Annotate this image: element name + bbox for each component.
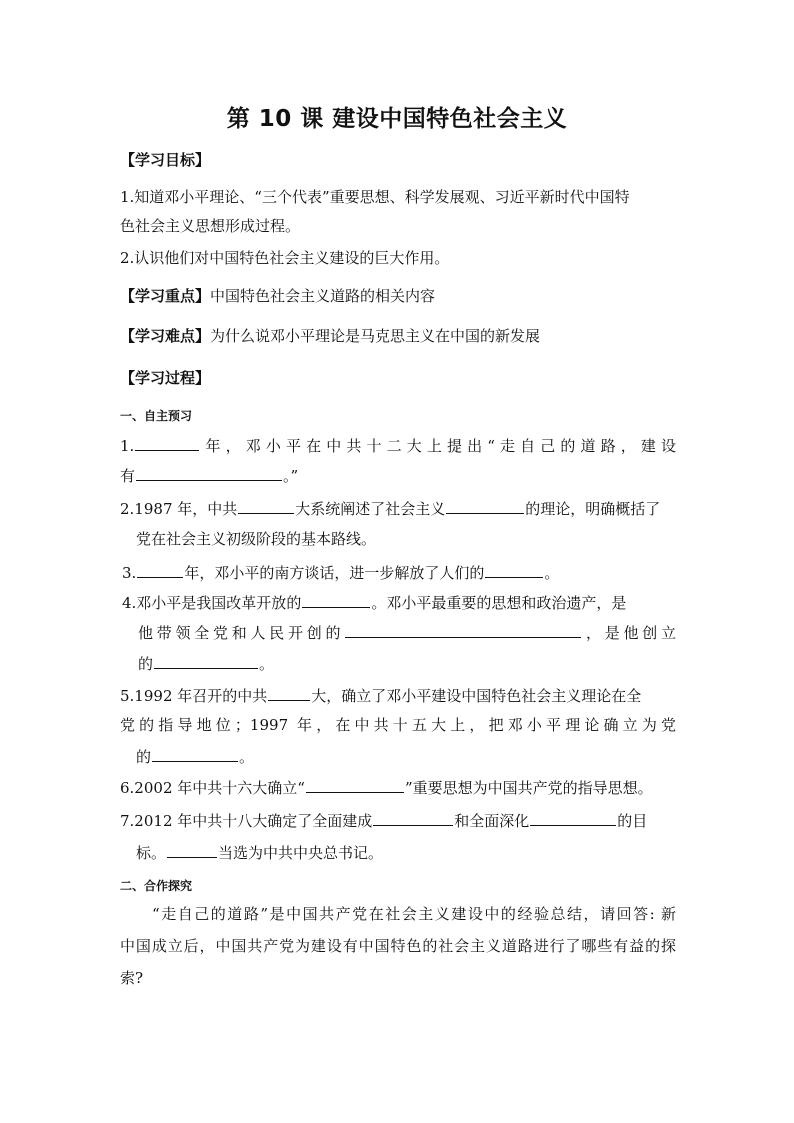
answer-blank[interactable] bbox=[152, 746, 238, 762]
inquiry-text-line-2: 中国成立后，中国共产党为建设有中国特色的社会主义道路进行了哪些有益的探 bbox=[120, 937, 676, 955]
answer-blank[interactable] bbox=[167, 842, 217, 858]
answer-blank[interactable] bbox=[446, 498, 524, 514]
answer-blank[interactable] bbox=[345, 622, 581, 638]
answer-blank[interactable] bbox=[373, 810, 453, 826]
key-point-text: 中国特色社会主义道路的相关内容 bbox=[210, 287, 436, 305]
question-5-line-2: 党的指导地位；1997 年，在中共十五大上，把邓小平理论确立为党 bbox=[120, 716, 676, 734]
question-1-line-1: 1. 年，邓小平在中共十二大上提出“走自己的道路，建设 bbox=[120, 437, 676, 455]
question-2-line-1: 2.1987 年，中共 大系统阐述了社会主义 的理论，明确概括了 bbox=[120, 500, 661, 518]
objective-1-line-1: 1.知道邓小平理论、“三个代表”重要思想、科学发展观、习近平新时代中国特 bbox=[120, 188, 630, 206]
question-7-line-2: 标。 当选为中共中央总书记。 bbox=[136, 844, 384, 862]
difficulty-text: 为什么说邓小平理论是马克思主义在中国的新发展 bbox=[210, 327, 541, 345]
inquiry-text-line-1: “走自己的道路”是中国共产党在社会主义建设中的经验总结，请回答: 新 bbox=[152, 905, 676, 923]
answer-blank[interactable] bbox=[136, 465, 282, 481]
answer-blank[interactable] bbox=[268, 685, 310, 701]
answer-blank[interactable] bbox=[485, 562, 543, 578]
question-7-line-1: 7.2012 年中共十八大确定了全面建成 和全面深化 的目 bbox=[120, 812, 648, 830]
question-4-line-3: 的 。 bbox=[138, 655, 275, 673]
question-4-line-1: 4.邓小平是我国改革开放的 。邓小平最重要的思想和政治遗产，是 bbox=[122, 594, 627, 612]
inquiry-text-line-3: 索? bbox=[120, 969, 144, 987]
answer-blank[interactable] bbox=[306, 777, 404, 793]
objective-2: 2.认识他们对中国特色社会主义建设的巨大作用。 bbox=[120, 249, 450, 267]
page-title: 第 10 课 建设中国特色社会主义 bbox=[226, 106, 568, 132]
difficulty-heading: 【学习难点】 bbox=[120, 327, 211, 345]
inquiry-heading: 二、合作探究 bbox=[120, 879, 193, 893]
answer-blank[interactable] bbox=[238, 498, 294, 514]
difficulty bbox=[120, 326, 676, 346]
answer-blank[interactable] bbox=[530, 810, 616, 826]
answer-blank[interactable] bbox=[137, 562, 183, 578]
objectives-heading: 【学习目标】 bbox=[120, 151, 211, 169]
question-5-line-3: 的 。 bbox=[136, 748, 255, 766]
question-5-line-1: 5.1992 年召开的中共 大，确立了邓小平建设中国特色社会主义理论在全 bbox=[120, 687, 642, 705]
question-3: 3. 年，邓小平的南方谈话，进一步解放了人们的 。 bbox=[122, 564, 560, 582]
objective-1-line-2: 色社会主义思想形成过程。 bbox=[120, 217, 301, 235]
process-heading: 【学习过程】 bbox=[120, 369, 211, 387]
preview-heading: 一、自主预习 bbox=[120, 409, 193, 423]
question-1-line-2: 有 。” bbox=[120, 467, 299, 485]
question-4-line-2: 他带领全党和人民开创的 ，是他创立 bbox=[138, 624, 676, 642]
answer-blank[interactable] bbox=[135, 435, 199, 451]
answer-blank[interactable] bbox=[154, 653, 258, 669]
key-point bbox=[120, 286, 676, 306]
key-point-heading: 【学习重点】 bbox=[120, 287, 211, 305]
question-6: 6.2002 年中共十六大确立“ ”重要思想为中国共产党的指导思想。 bbox=[120, 779, 653, 797]
question-2-line-2: 党在社会主义初级阶段的基本路线。 bbox=[136, 530, 377, 548]
answer-blank[interactable] bbox=[302, 592, 370, 608]
